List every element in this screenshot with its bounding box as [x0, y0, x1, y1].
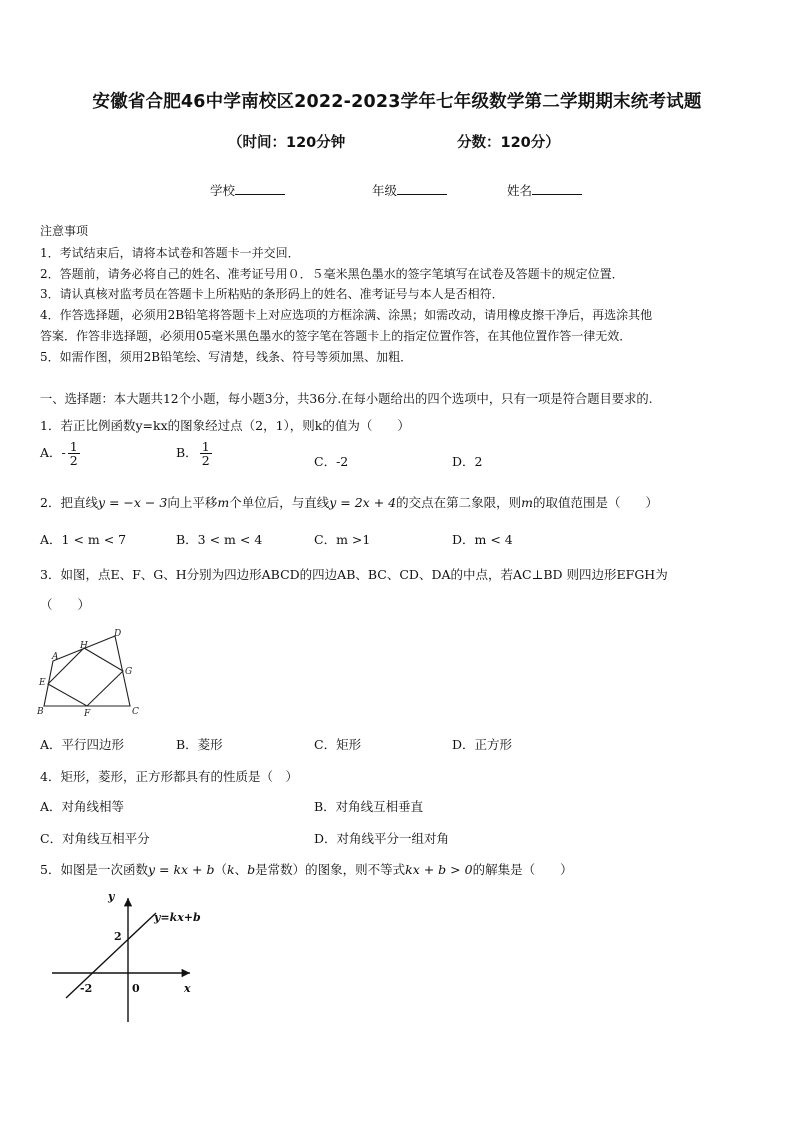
q1-option-d[interactable]: D．2 — [452, 454, 483, 469]
name-field — [507, 181, 582, 199]
question-1-stem: 1．若正比例函数y=kx的图象经过点（2，1），则k的值为（ ） — [40, 418, 410, 433]
q1-option-a[interactable]: A．- $\frac{1}{2}$ — [40, 439, 78, 469]
q1-option-b[interactable]: B． $\frac{1}{2}$ — [176, 439, 210, 469]
q4-option-a[interactable]: A．对角线相等 — [40, 799, 125, 814]
label-f: F — [84, 709, 91, 716]
linear-function-graph — [48, 888, 218, 1028]
quadrilateral-figure — [36, 628, 146, 716]
q2-option-d[interactable]: D．m < 4 — [452, 532, 513, 547]
q4-option-b[interactable]: B．对角线互相垂直 — [314, 799, 424, 814]
name-label: 姓名 — [507, 183, 533, 198]
q3-option-c[interactable]: C．矩形 — [314, 737, 362, 752]
label-g: G — [125, 667, 133, 677]
question-4-stem: 4．矩形，菱形，正方形都具有的性质是（ ） — [40, 769, 298, 784]
school-label: 学校 — [210, 183, 236, 198]
question-2-stem: 2．把直线y = −x − 3向上平移m个单位后，与直线y = 2x + 4的交点在第二象限，则m的取值范围是（ ） — [40, 495, 658, 510]
label-h: H — [80, 641, 88, 651]
label-a: A — [52, 652, 59, 662]
y-axis-label: y — [108, 890, 115, 903]
q4-option-d[interactable]: D．对角线平分一组对角 — [314, 831, 450, 846]
label-c: C — [132, 707, 139, 716]
q3-option-a[interactable]: A．平行四边形 — [40, 737, 125, 752]
note-item: 3．请认真核对监考员在答题卡上所粘贴的条形码上的姓名、准考证号与本人是否相符． — [40, 287, 504, 301]
question-3-stem-end: （ ） — [40, 597, 91, 612]
origin-label: 0 — [132, 982, 140, 995]
q4-option-c[interactable]: C．对角线互相平分 — [40, 831, 150, 846]
note-item: 4．作答选择题，必须用2B铅笔将答题卡上对应选项的方框涂满、涂黑；如需改动，请用橡皮擦干净后，再选涂其他 — [40, 308, 653, 322]
page-title: 安徽省合肥46中学南校区2022-2023学年七年级数学第二学期期末统考试题 — [92, 92, 702, 112]
x-intercept-label: -2 — [80, 982, 93, 995]
q3-option-d[interactable]: D．正方形 — [452, 737, 513, 752]
note-item: 1．考试结束后，请将本试卷和答题卡一并交回． — [40, 246, 300, 260]
label-e: E — [39, 678, 46, 688]
q1-option-c[interactable]: C．-2 — [314, 454, 349, 469]
grade-field — [372, 181, 447, 199]
section-heading: 一、选择题：本大题共12个小题，每小题3分，共36分.在每小题给出的四个选项中，只有一项是符合题目要求的. — [40, 392, 653, 406]
q2-option-c[interactable]: C．m >1 — [314, 532, 371, 547]
line-label: y=kx+b — [154, 911, 201, 924]
notes-heading: 注意事项 — [40, 224, 89, 238]
q2-option-b[interactable]: B．3 < m < 4 — [176, 532, 263, 547]
question-5-stem: 5．如图是一次函数y = kx + b（k、b是常数）的图象，则不等式kx + b > 0的解集是（ ） — [40, 862, 573, 877]
exam-score: 分数：120分） — [457, 135, 560, 151]
x-axis-label: x — [184, 982, 191, 995]
note-item: 5．如需作图，须用2B铅笔绘、写清楚，线条、符号等须加黑、加粗． — [40, 350, 413, 364]
label-d: D — [114, 629, 122, 639]
exam-time: （时间：120分钟 — [228, 135, 346, 151]
label-b: B — [37, 707, 44, 716]
y-intercept-label: 2 — [114, 930, 122, 943]
name-blank[interactable] — [532, 182, 582, 195]
grade-blank[interactable] — [397, 182, 447, 195]
note-item: 答案．作答非选择题，必须用05毫米黑色墨水的签字笔在答题卡上的指定位置作答，在其他位置作答一律无效． — [40, 329, 632, 343]
grade-label: 年级 — [372, 183, 398, 198]
question-3-stem: 3．如图，点E、F、G、H分别为四边形ABCD的四边AB、BC、CD、DA的中点，若AC⊥BD 则四边形EFGH为 — [40, 567, 668, 582]
school-field — [210, 181, 285, 199]
q2-option-a[interactable]: A．1 < m < 7 — [40, 532, 127, 547]
q3-option-b[interactable]: B．菱形 — [176, 737, 223, 752]
note-item: 2．答题前，请务必将自己的姓名、准考证号用０．５毫米黑色墨水的签字笔填写在试卷及答题卡的规定位置． — [40, 267, 624, 281]
school-blank[interactable] — [235, 182, 285, 195]
